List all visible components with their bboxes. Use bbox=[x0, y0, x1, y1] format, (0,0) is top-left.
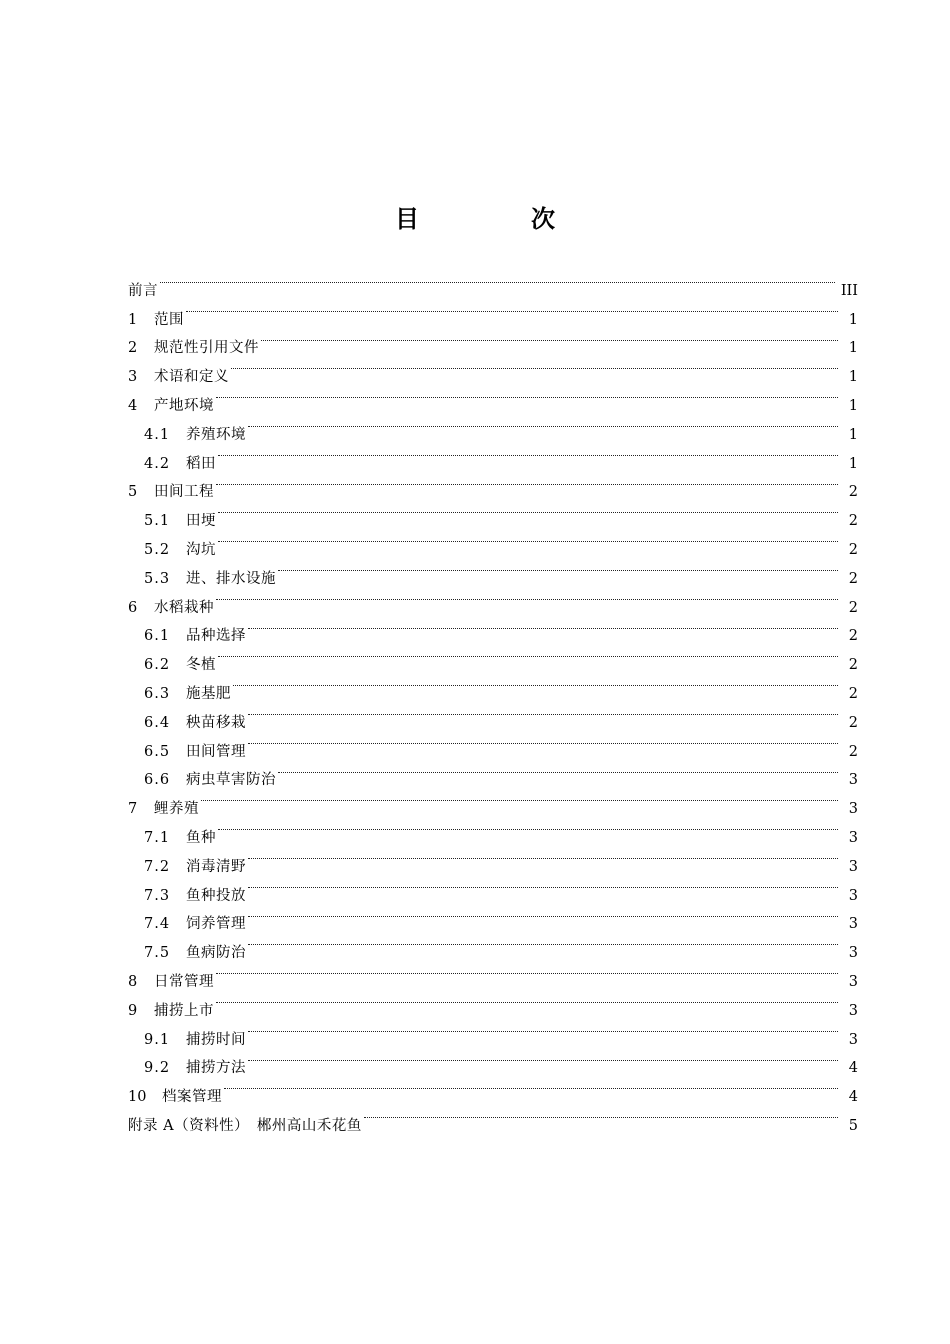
toc-entry-number: 6.5 bbox=[144, 743, 171, 760]
toc-entry-page-number: 2 bbox=[848, 484, 858, 501]
toc-entry-page-number: 3 bbox=[848, 973, 858, 990]
toc-entry-page-number: 3 bbox=[848, 1002, 858, 1019]
toc-entry-page-number: 2 bbox=[848, 513, 858, 530]
toc-entry[interactable] bbox=[128, 554, 858, 587]
toc-entry-number: 4.2 bbox=[144, 455, 171, 472]
toc-entry[interactable] bbox=[128, 439, 858, 472]
toc-dot-leader bbox=[216, 468, 838, 497]
toc-entry-page-number: 2 bbox=[848, 599, 858, 616]
toc-dot-leader bbox=[160, 266, 835, 295]
toc-entry-number: 5.3 bbox=[144, 570, 171, 587]
toc-list bbox=[128, 266, 858, 1134]
toc-entry[interactable] bbox=[128, 352, 858, 386]
toc-dot-leader bbox=[216, 381, 838, 410]
toc-entry[interactable] bbox=[128, 813, 858, 846]
toc-entry-number: 5.2 bbox=[144, 541, 171, 558]
toc-entry-page-number: 2 bbox=[848, 570, 858, 587]
toc-entry-title: 品种选择 bbox=[186, 628, 246, 645]
toc-entry-number: 10 bbox=[128, 1089, 147, 1106]
toc-entry-number: 7.4 bbox=[144, 916, 171, 933]
toc-dot-leader bbox=[201, 784, 838, 813]
toc-entry[interactable] bbox=[128, 295, 858, 328]
toc-entry-title: 档案管理 bbox=[162, 1089, 222, 1106]
toc-entry-number: 6.6 bbox=[144, 772, 171, 789]
toc-entry-number: 9.1 bbox=[144, 1031, 171, 1048]
toc-entry-number: 7.3 bbox=[144, 887, 171, 904]
toc-entry-title: 捕捞上市 bbox=[154, 1002, 214, 1019]
toc-dot-leader bbox=[216, 583, 838, 612]
toc-entry[interactable] bbox=[128, 468, 858, 501]
toc-entry-page-number: 2 bbox=[848, 743, 858, 760]
toc-entry[interactable] bbox=[128, 266, 858, 299]
toc-entry-title: 术语和定义 bbox=[154, 369, 229, 386]
toc-dot-leader bbox=[248, 698, 838, 727]
toc-entry-number: 5.1 bbox=[144, 513, 171, 530]
toc-dot-leader bbox=[218, 496, 838, 525]
toc-entry-page-number: 1 bbox=[848, 311, 858, 328]
toc-entry-page-number: 3 bbox=[848, 945, 858, 962]
toc-entry-number: 3 bbox=[128, 369, 138, 386]
toc-entry-title: 田间工程 bbox=[154, 484, 214, 501]
toc-entry-title: 冬植 bbox=[186, 657, 216, 674]
toc-entry-title: 病虫草害防治 bbox=[186, 772, 276, 789]
toc-entry[interactable] bbox=[128, 1015, 858, 1048]
toc-entry-page-number: III bbox=[840, 282, 858, 299]
toc-entry-number: 6.2 bbox=[144, 657, 171, 674]
toc-entry-title: 日常管理 bbox=[154, 973, 214, 990]
toc-entry[interactable] bbox=[128, 410, 858, 443]
toc-dot-leader bbox=[248, 727, 838, 756]
toc-dot-leader bbox=[186, 295, 838, 324]
toc-dot-leader bbox=[218, 640, 838, 669]
toc-dot-leader bbox=[248, 410, 838, 439]
toc-entry-number: 9 bbox=[128, 1002, 138, 1019]
toc-dot-leader bbox=[224, 1072, 838, 1101]
toc-dot-leader bbox=[278, 756, 838, 785]
toc-entry-title: 田埂 bbox=[186, 513, 216, 530]
toc-entry-title: 水稻栽种 bbox=[154, 599, 214, 616]
toc-entry-number: 4.1 bbox=[144, 426, 171, 443]
toc-entry[interactable] bbox=[128, 986, 858, 1019]
toc-entry-page-number: 1 bbox=[848, 426, 858, 443]
toc-entry[interactable] bbox=[128, 525, 858, 558]
toc-title: 目 次 bbox=[395, 205, 599, 234]
toc-dot-leader bbox=[218, 439, 838, 468]
toc-entry-page-number: 2 bbox=[848, 657, 858, 674]
toc-dot-leader bbox=[248, 1015, 838, 1044]
toc-entry-number: 6.4 bbox=[144, 714, 171, 731]
toc-entry-page-number: 1 bbox=[848, 397, 858, 414]
toc-entry-page-number: 1 bbox=[848, 369, 858, 386]
toc-dot-leader bbox=[233, 669, 838, 698]
toc-dot-leader bbox=[278, 554, 838, 583]
toc-entry-page-number: 3 bbox=[848, 916, 858, 933]
toc-entry[interactable] bbox=[128, 784, 858, 818]
toc-entry-title: 产地环境 bbox=[154, 397, 214, 414]
toc-entry[interactable] bbox=[128, 496, 858, 530]
toc-dot-leader bbox=[248, 928, 838, 957]
toc-entry[interactable] bbox=[128, 583, 858, 616]
toc-entry-page-number: 4 bbox=[848, 1060, 858, 1077]
toc-entry-title: 附录 A（资料性） 郴州高山禾花鱼 bbox=[128, 1117, 362, 1134]
toc-entry-page-number: 2 bbox=[848, 714, 858, 731]
toc-dot-leader bbox=[248, 900, 838, 929]
toc-entry-page-number: 4 bbox=[848, 1089, 858, 1106]
toc-dot-leader bbox=[248, 612, 838, 641]
toc-entry-page-number: 3 bbox=[848, 772, 858, 789]
toc-entry-number: 1 bbox=[128, 311, 138, 328]
toc-entry-number: 6.3 bbox=[144, 685, 171, 702]
toc-entry-page-number: 5 bbox=[848, 1117, 858, 1134]
toc-entry-page-number: 3 bbox=[848, 1031, 858, 1048]
toc-entry-number: 7.2 bbox=[144, 858, 171, 875]
toc-entry-number: 6 bbox=[128, 599, 138, 616]
toc-entry-title: 沟坑 bbox=[186, 541, 216, 558]
toc-entry-title: 田间管理 bbox=[186, 743, 246, 760]
toc-dot-leader bbox=[248, 871, 838, 900]
toc-entry-title: 养殖环境 bbox=[186, 426, 246, 443]
toc-entry[interactable] bbox=[128, 957, 858, 990]
toc-entry-number: 4 bbox=[128, 397, 138, 414]
toc-entry-title: 鱼种投放 bbox=[186, 887, 246, 904]
toc-entry-page-number: 3 bbox=[848, 887, 858, 904]
toc-entry[interactable] bbox=[128, 612, 858, 645]
toc-entry-page-number: 1 bbox=[848, 455, 858, 472]
toc-entry-title: 进、排水设施 bbox=[186, 570, 276, 587]
toc-entry-title: 鲤养殖 bbox=[154, 801, 199, 818]
toc-entry-number: 8 bbox=[128, 973, 138, 990]
toc-dot-leader bbox=[216, 986, 838, 1015]
toc-entry-number: 7.1 bbox=[144, 829, 171, 846]
toc-entry-page-number: 1 bbox=[848, 340, 858, 357]
toc-entry-page-number: 3 bbox=[848, 829, 858, 846]
toc-entry-page-number: 3 bbox=[848, 858, 858, 875]
toc-entry[interactable] bbox=[128, 1072, 858, 1106]
toc-entry[interactable] bbox=[128, 842, 858, 875]
toc-entry[interactable] bbox=[128, 698, 858, 731]
toc-dot-leader bbox=[248, 842, 838, 871]
toc-entry-page-number: 2 bbox=[848, 685, 858, 702]
toc-dot-leader bbox=[231, 352, 838, 381]
toc-entry-title: 范围 bbox=[154, 311, 184, 328]
toc-entry-number: 6.1 bbox=[144, 628, 171, 645]
toc-entry-page-number: 2 bbox=[848, 628, 858, 645]
toc-entry-number: 7.5 bbox=[144, 945, 171, 962]
toc-dot-leader bbox=[216, 957, 838, 986]
toc-dot-leader bbox=[218, 813, 838, 842]
toc-entry-number: 9.2 bbox=[144, 1060, 171, 1077]
toc-entry[interactable] bbox=[128, 324, 858, 357]
toc-entry-page-number: 3 bbox=[848, 801, 858, 818]
toc-entry-title: 捕捞时间 bbox=[186, 1031, 246, 1048]
toc-entry-title: 鱼种 bbox=[186, 829, 216, 846]
toc-dot-leader bbox=[218, 525, 838, 554]
toc-entry-number: 7 bbox=[128, 801, 138, 818]
toc-entry-title: 规范性引用文件 bbox=[154, 340, 259, 357]
toc-dot-leader bbox=[261, 324, 838, 353]
toc-entry[interactable] bbox=[128, 640, 858, 674]
toc-dot-leader bbox=[248, 1044, 838, 1073]
toc-dot-leader bbox=[364, 1101, 838, 1130]
toc-entry-title: 鱼病防治 bbox=[186, 945, 246, 962]
toc-entry-title: 秧苗移栽 bbox=[186, 714, 246, 731]
toc-entry-title: 施基肥 bbox=[186, 685, 231, 702]
toc-entry-number: 2 bbox=[128, 340, 138, 357]
toc-entry[interactable] bbox=[128, 669, 858, 702]
toc-entry[interactable] bbox=[128, 1101, 858, 1134]
toc-entry-title: 消毒清野 bbox=[186, 858, 246, 875]
toc-entry-title: 饲养管理 bbox=[186, 916, 246, 933]
toc-entry-title: 前言 bbox=[128, 282, 158, 299]
toc-entry[interactable] bbox=[128, 381, 858, 414]
toc-entry-title: 捕捞方法 bbox=[186, 1060, 246, 1077]
toc-entry-page-number: 2 bbox=[848, 541, 858, 558]
toc-entry-title: 稻田 bbox=[186, 455, 216, 472]
toc-entry-number: 5 bbox=[128, 484, 138, 501]
